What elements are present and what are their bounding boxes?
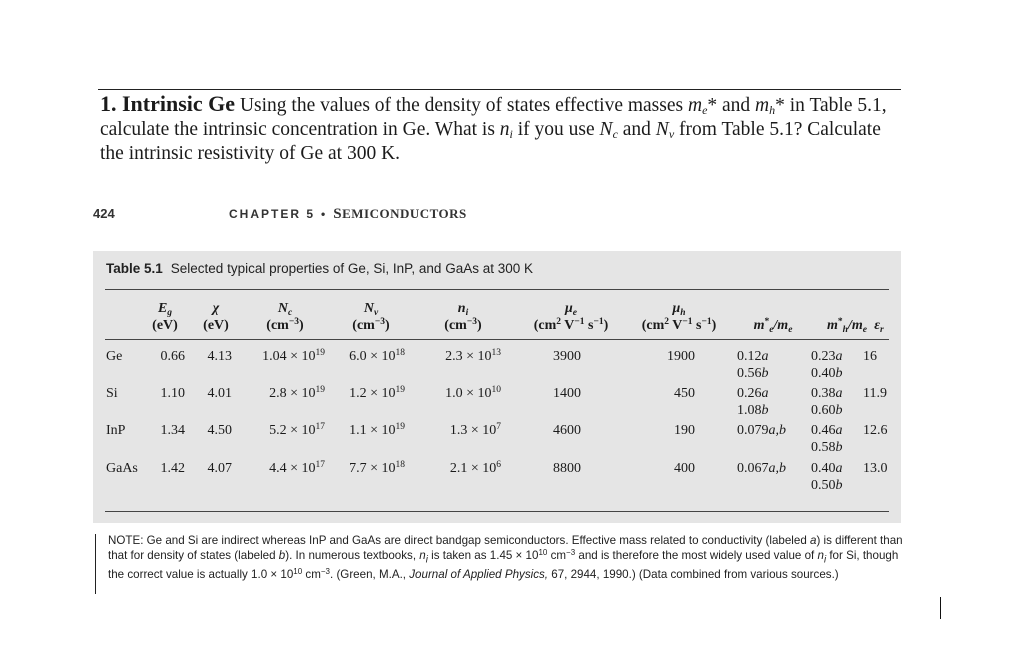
eg-symbol: E — [157, 301, 168, 316]
cell-eg: 1.10 — [160, 386, 185, 401]
cell-eg: 1.42 — [160, 461, 185, 476]
cell-ni — [423, 385, 501, 402]
exponent: 17 — [315, 422, 325, 432]
ratio-value: 0.50 — [811, 478, 836, 493]
header-chi-unit: (eV) — [203, 318, 229, 333]
ni-sub: i — [465, 308, 469, 318]
mantissa: 7.7 × 10 — [349, 461, 396, 476]
header-nv — [341, 300, 401, 317]
mantissa: 1.3 × 10 — [449, 423, 497, 438]
div-m: /m — [847, 318, 863, 333]
problem-text: from Table 5.1? Calculate the intrinsic resistivity of Ge at 300 K. — [100, 119, 881, 164]
unit-exp: −3 — [374, 317, 386, 327]
exponent: 10 — [491, 385, 501, 395]
star: * — [837, 317, 843, 327]
symbol-nv-sub: v — [668, 127, 675, 141]
header-nc — [255, 300, 315, 317]
chapter-label: CHAPTER 5 — [229, 207, 316, 221]
note-text: NOTE: Ge and Si are indirect whereas InP and GaAs are direct bandgap semiconductors. Effective mass related to conductivity (labeled — [108, 534, 810, 547]
note-text: for Si, though the correct value is actually 1.0 × 10 — [108, 549, 899, 582]
unit-exp: −3 — [466, 317, 478, 327]
table-caption-text: Selected typical properties of Ge, Si, InP, and GaAs at 300 K — [170, 261, 533, 276]
note-italic: n — [817, 549, 824, 562]
ratio-label: a,b — [768, 461, 786, 476]
cell-me1 — [737, 460, 786, 477]
ratio-label: b — [835, 403, 843, 418]
note-italic: Journal of Applied Physics, — [409, 568, 549, 582]
ratio-label: a — [835, 461, 843, 476]
cell-mh1 — [811, 385, 843, 402]
ratio-value: 0.067 — [737, 461, 769, 476]
ratio-label: a — [835, 386, 843, 401]
nv-sub: v — [373, 308, 379, 318]
ratio-value: 1.08 — [737, 403, 762, 418]
cell-muh: 450 — [674, 386, 695, 401]
ratio-label: a — [835, 423, 843, 438]
muh-sub: h — [680, 308, 686, 318]
header-mue-unit — [521, 317, 621, 334]
ratio-value: 0.38 — [811, 386, 836, 401]
cell-chi: 4.01 — [207, 386, 232, 401]
exponent: 13 — [491, 348, 501, 358]
unit-text: V — [560, 318, 575, 333]
note-text: is taken as 1.45 × 10 — [427, 549, 539, 562]
unit-exp: 2 — [664, 317, 669, 327]
ratio-value: 0.40 — [811, 366, 836, 381]
unit-text: s — [584, 318, 594, 333]
section-rest: EMICONDUCTORS — [342, 206, 467, 221]
note-sup: −3 — [320, 567, 330, 577]
section-initial: S — [333, 206, 343, 222]
note-sub: i — [425, 554, 428, 566]
note-text: ) is different than that for density of states (labeled — [108, 534, 903, 562]
nc-sub: c — [287, 308, 293, 318]
unit-text: ) — [477, 318, 482, 333]
exponent: 6 — [496, 460, 501, 470]
cell-mh1 — [811, 348, 843, 365]
cell-muh: 400 — [674, 461, 695, 476]
muh-symbol: μ — [672, 301, 681, 316]
mantissa: 5.2 × 10 — [269, 423, 316, 438]
mantissa: 1.04 × 10 — [262, 349, 316, 364]
exponent: 18 — [395, 348, 405, 358]
note-italic: a — [810, 534, 817, 547]
unit-exp: −1 — [682, 317, 693, 327]
cell-mue: 8800 — [553, 461, 581, 476]
note-sup: −3 — [566, 548, 576, 557]
problem-text: and — [717, 95, 756, 116]
m-symbol: m — [827, 318, 838, 333]
header-chi — [196, 300, 236, 317]
unit-exp: 2 — [556, 317, 561, 327]
unit-text: V — [668, 318, 683, 333]
problem-title: 1. Intrinsic Ge — [100, 91, 236, 116]
header-me-ratio — [737, 317, 809, 334]
note-text: 67, 2944, 1990.) (Data combined from various sources.) — [548, 568, 839, 582]
mantissa: 1.2 × 10 — [349, 386, 396, 401]
table-caption — [106, 261, 533, 276]
unit-exp: −3 — [288, 317, 300, 327]
chi-symbol: χ — [212, 301, 220, 316]
cell-muh: 190 — [674, 423, 695, 438]
cell-name: Si — [106, 386, 118, 401]
cell-muh: 1900 — [667, 349, 695, 364]
m-symbol: m — [753, 318, 765, 333]
symbol-nc-sub: c — [612, 127, 618, 141]
cell-mh2 — [811, 439, 843, 456]
table-label: Table 5.1 — [106, 261, 163, 276]
mantissa: 2.8 × 10 — [269, 386, 316, 401]
unit-exp: −1 — [701, 317, 712, 327]
cell-eg: 0.66 — [160, 349, 185, 364]
ratio-value: 0.58 — [811, 440, 836, 455]
unit-exp: −1 — [593, 317, 604, 327]
unit-exp: −1 — [574, 317, 585, 327]
page-number: 424 — [93, 206, 115, 221]
star: * — [775, 95, 785, 116]
cell-chi: 4.13 — [207, 349, 232, 364]
table-note — [108, 533, 908, 582]
cell-er: 11.9 — [863, 386, 887, 401]
ratio-label: b — [761, 366, 769, 381]
er-sub: r — [880, 325, 884, 335]
ratio-value: 0.26 — [737, 386, 762, 401]
unit-text: ) — [603, 318, 609, 333]
cell-eg: 1.34 — [160, 423, 185, 438]
note-text: and is therefore the most widely used value of — [575, 549, 818, 562]
cell-mue: 1400 — [553, 386, 581, 401]
problem-text: Using the values of the density of states effective masses — [239, 95, 688, 116]
header-nv-unit — [341, 317, 401, 334]
table-rule-top — [105, 289, 889, 290]
symbol-mh-sub: h — [769, 103, 776, 117]
table-rule-mid — [105, 339, 889, 340]
cell-nc — [243, 422, 325, 439]
ratio-label: b — [761, 403, 769, 418]
table-5-1 — [93, 251, 901, 523]
cell-ni — [423, 422, 501, 439]
ratio-label: a — [835, 349, 843, 364]
cell-ni — [423, 460, 501, 477]
nc-symbol: N — [277, 301, 288, 316]
symbol-nc: N — [599, 119, 613, 140]
mantissa: 2.3 × 10 — [445, 349, 492, 364]
ratio-label: a,b — [768, 423, 786, 438]
unit-text: (cm — [641, 318, 665, 333]
problem-statement — [100, 92, 900, 166]
cell-chi: 4.50 — [207, 423, 232, 438]
star: * — [707, 95, 718, 116]
cell-mh1 — [811, 460, 843, 477]
e-sub: e — [769, 325, 774, 335]
header-ni-unit — [433, 317, 493, 334]
exponent: 7 — [496, 422, 501, 432]
unit-text: (cm — [266, 318, 289, 333]
unit-text: (cm — [352, 318, 375, 333]
note-sup: 10 — [538, 548, 548, 557]
cell-nc — [243, 460, 325, 477]
mantissa: 6.0 × 10 — [349, 349, 396, 364]
ratio-label: b — [835, 366, 843, 381]
note-sup: 10 — [293, 567, 303, 577]
header-nc-unit — [255, 317, 315, 334]
header-mue — [521, 300, 621, 317]
cell-nv — [333, 422, 405, 439]
exponent: 17 — [315, 460, 325, 470]
symbol-ni-sub: i — [509, 127, 513, 141]
table-rule-bottom — [105, 511, 889, 512]
ratio-label: a — [761, 349, 769, 364]
cell-er: 13.0 — [863, 461, 888, 476]
e-sub: e — [862, 325, 867, 335]
mantissa: 2.1 × 10 — [449, 461, 497, 476]
div-m: /m — [773, 318, 789, 333]
cell-nv — [333, 460, 405, 477]
ratio-value: 0.56 — [737, 366, 762, 381]
text-cursor — [940, 597, 941, 619]
exponent: 19 — [315, 385, 325, 395]
section-title — [333, 206, 467, 221]
running-head — [229, 206, 467, 223]
top-rule — [98, 89, 901, 90]
cell-me1 — [737, 385, 769, 402]
mantissa: 1.1 × 10 — [349, 423, 396, 438]
header-muh-unit — [629, 317, 729, 334]
header-muh — [629, 300, 729, 317]
unit-text: ) — [299, 318, 304, 333]
ni-symbol: n — [457, 301, 466, 316]
h-sub: h — [842, 325, 848, 335]
header-ni — [433, 300, 493, 317]
cell-mh1 — [811, 422, 843, 439]
ratio-value: 0.46 — [811, 423, 836, 438]
cell-name: Ge — [106, 349, 123, 364]
unit-text: (cm — [533, 318, 557, 333]
cell-me1 — [737, 422, 786, 439]
symbol-mh: m — [755, 95, 770, 116]
note-text: cm — [547, 549, 567, 562]
header-eg-unit: (eV) — [152, 318, 178, 333]
note-text: . (Green, M.A., — [330, 568, 410, 582]
note-italic: n — [419, 549, 426, 562]
unit-text: s — [692, 318, 702, 333]
eg-sub: g — [167, 308, 173, 318]
ratio-label: b — [835, 440, 843, 455]
note-text: ). In numerous textbooks, — [285, 549, 420, 562]
star: * — [764, 317, 770, 327]
cell-nc — [243, 385, 325, 402]
cell-nc — [243, 348, 325, 365]
cell-nv — [333, 385, 405, 402]
nv-symbol: N — [363, 301, 374, 316]
exponent: 19 — [395, 422, 405, 432]
e-sub: e — [788, 325, 793, 335]
problem-text: in Table 5.1, calculate the intrinsic concentration in Ge. What is — [100, 95, 887, 140]
problem-text: if you use — [512, 119, 600, 140]
note-italic: b — [278, 549, 286, 562]
ratio-label: b — [835, 478, 843, 493]
exponent: 18 — [395, 460, 405, 470]
unit-text: ) — [385, 318, 390, 333]
cell-name: GaAs — [106, 461, 138, 476]
unit-text: ) — [711, 318, 717, 333]
mantissa: 4.4 × 10 — [269, 461, 316, 476]
cell-name: InP — [106, 423, 126, 438]
ratio-value: 0.40 — [811, 461, 836, 476]
header-eg — [145, 300, 185, 317]
cell-er: 12.6 — [863, 423, 888, 438]
note-text: cm — [302, 568, 321, 582]
er-symbol: ε — [874, 318, 881, 333]
cell-mh2 — [811, 365, 843, 382]
cell-ni — [423, 348, 501, 365]
symbol-me-sub: e — [702, 103, 708, 117]
cell-mue: 4600 — [553, 423, 581, 438]
cell-nv — [333, 348, 405, 365]
ratio-value: 0.23 — [811, 349, 836, 364]
exponent: 19 — [315, 348, 325, 358]
header-er — [867, 317, 891, 334]
note-bar — [95, 534, 96, 594]
ratio-value: 0.079 — [737, 423, 769, 438]
cell-chi: 4.07 — [207, 461, 232, 476]
bullet: • — [321, 207, 326, 221]
exponent: 19 — [395, 385, 405, 395]
unit-text: (cm — [444, 318, 467, 333]
mue-symbol: μ — [564, 301, 573, 316]
cell-er: 16 — [863, 349, 877, 364]
mue-sub: e — [572, 308, 577, 318]
symbol-nv: N — [655, 119, 669, 140]
cell-me1 — [737, 348, 769, 365]
symbol-me: m — [687, 95, 703, 116]
ratio-value: 0.60 — [811, 403, 836, 418]
cell-me2 — [737, 402, 769, 419]
note-sub: i — [823, 554, 827, 566]
mantissa: 1.0 × 10 — [445, 386, 492, 401]
cell-mue: 3900 — [553, 349, 581, 364]
problem-text: and — [617, 119, 656, 140]
cell-mh2 — [811, 477, 843, 494]
cell-me2 — [737, 365, 769, 382]
symbol-ni: n — [499, 119, 510, 140]
ratio-value: 0.12 — [737, 349, 762, 364]
cell-mh2 — [811, 402, 843, 419]
ratio-label: a — [761, 386, 769, 401]
